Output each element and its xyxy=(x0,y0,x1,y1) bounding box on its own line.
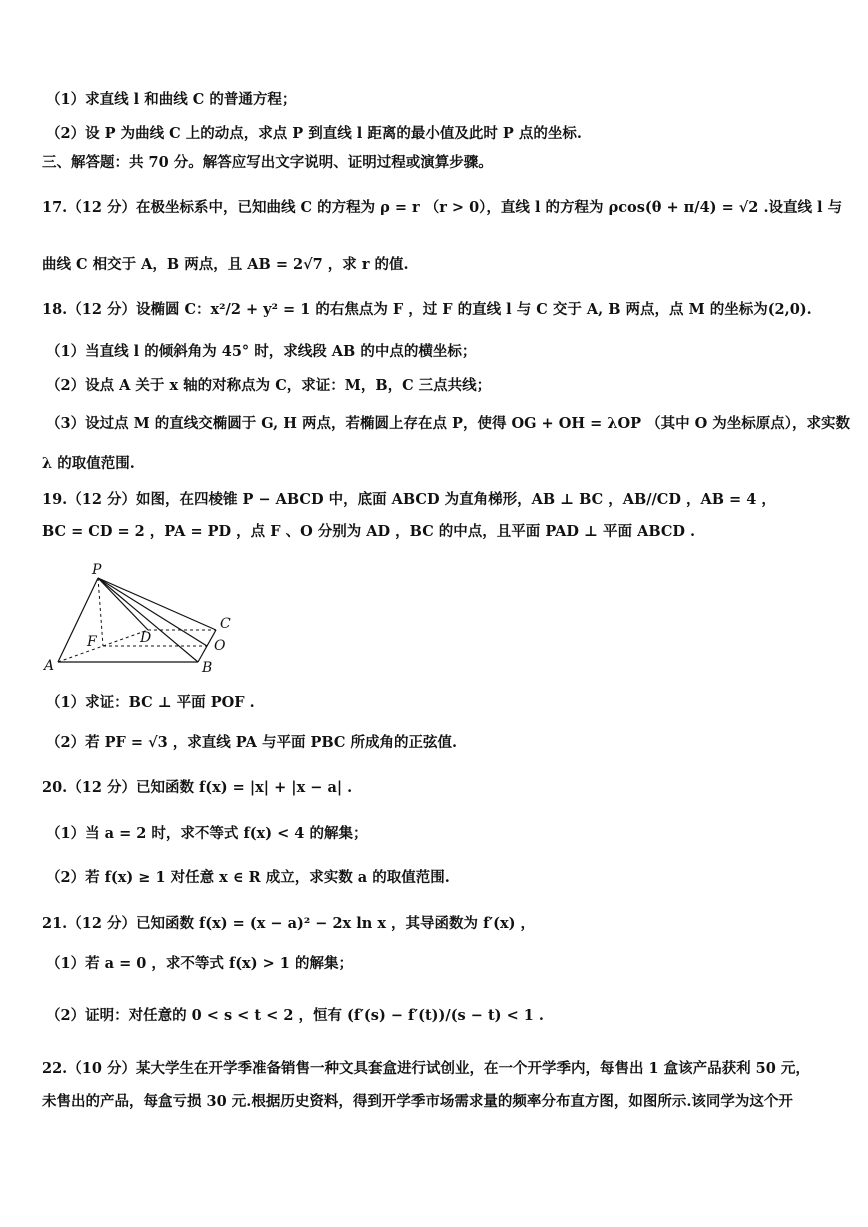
q16-part2: （2）设 P 为曲线 C 上的动点，求点 P 到直线 l 距离的最小值及此时 P 点的坐标. xyxy=(46,125,582,142)
label-O: O xyxy=(214,638,226,654)
q17-line2: 曲线 C 相交于 A，B 两点，且 AB = 2√7 ，求 r 的值. xyxy=(42,256,409,273)
q18-part2: （2）设点 A 关于 x 轴的对称点为 C，求证：M，B，C 三点共线； xyxy=(46,377,492,394)
label-D: D xyxy=(140,630,152,646)
label-A: A xyxy=(44,658,55,674)
q22-line1: 22.（10 分）某大学生在开学季准备销售一种文具套盒进行试创业，在一个开学季内，每售出 1 盒该产品获利 50 元， xyxy=(42,1060,810,1077)
q16-part1: （1）求直线 l 和曲线 C 的普通方程； xyxy=(46,91,297,108)
q20-part2: （2）若 f(x) ≥ 1 对任意 x ∈ R 成立，求实数 a 的取值范围. xyxy=(46,869,450,886)
q17-line1: 17.（12 分）在极坐标系中，已知曲线 C 的方程为 ρ = r （r > 0），直线 l 的方程为 ρcos(θ + π/4) = √2 .设直线 l 与 xyxy=(42,199,843,216)
edge-PB xyxy=(98,578,198,662)
q21-part1: （1）若 a = 0 ，求不等式 f(x) > 1 的解集； xyxy=(46,955,353,972)
pyramid-figure xyxy=(38,560,248,680)
section-heading: 三、解答题：共 70 分。解答应写出文字说明、证明过程或演算步骤。 xyxy=(42,154,493,171)
label-C: C xyxy=(220,616,231,632)
q22-line2: 未售出的产品，每盒亏损 30 元.根据历史资料，得到开学季市场需求量的频率分布直方图，如图所示.该同学为这个开 xyxy=(42,1093,793,1110)
q19-part1: （1）求证：BC ⊥ 平面 POF . xyxy=(46,694,255,711)
q19-part2: （2）若 PF = √3 ，求直线 PA 与平面 PBC 所成角的正弦值. xyxy=(46,734,458,751)
q21-part2: （2）证明：对任意的 0 < s < t < 2 ，恒有 (f′(s) − f′(t))/(s − t) < 1 . xyxy=(46,1007,544,1024)
label-F: F xyxy=(87,634,97,650)
q18-part3-cont: λ 的取值范围. xyxy=(42,455,135,472)
label-B: B xyxy=(202,660,213,676)
q20-part1: （1）当 a = 2 时，求不等式 f(x) < 4 的解集； xyxy=(46,825,368,842)
edge-PO xyxy=(98,578,207,646)
q18-stem: 18.（12 分）设椭圆 C：x²/2 + y² = 1 的右焦点为 F ，过 F 的直线 l 与 C 交于 A, B 两点，点 M 的坐标为(2,0). xyxy=(42,301,812,318)
edge-PF xyxy=(98,578,103,646)
q21-stem: 21.（12 分）已知函数 f(x) = (x − a)² − 2x ln x ，其导函数为 f′(x) ， xyxy=(42,915,536,932)
q19-stem-cont: BC = CD = 2 ，PA = PD ，点 F 、O 分别为 AD ，BC 的中点，且平面 PAD ⊥ 平面 ABCD . xyxy=(42,523,696,540)
q19-stem: 19.（12 分）如图，在四棱锥 P − ABCD 中，底面 ABCD 为直角梯形，AB ⊥ BC ，AB//CD ，AB = 4 ， xyxy=(42,491,776,508)
q20-stem: 20.（12 分）已知函数 f(x) = |x| + |x − a| . xyxy=(42,779,353,796)
pyramid-diagram xyxy=(38,560,248,680)
q18-part1: （1）当直线 l 的倾斜角为 45° 时，求线段 AB 的中点的横坐标； xyxy=(46,343,477,360)
edge-PC xyxy=(98,578,216,630)
label-P: P xyxy=(92,562,102,578)
q18-part3: （3）设过点 M 的直线交椭圆于 G, H 两点，若椭圆上存在点 P，使得 OG + OH = λOP （其中 O 为坐标原点），求实数 xyxy=(46,415,851,432)
